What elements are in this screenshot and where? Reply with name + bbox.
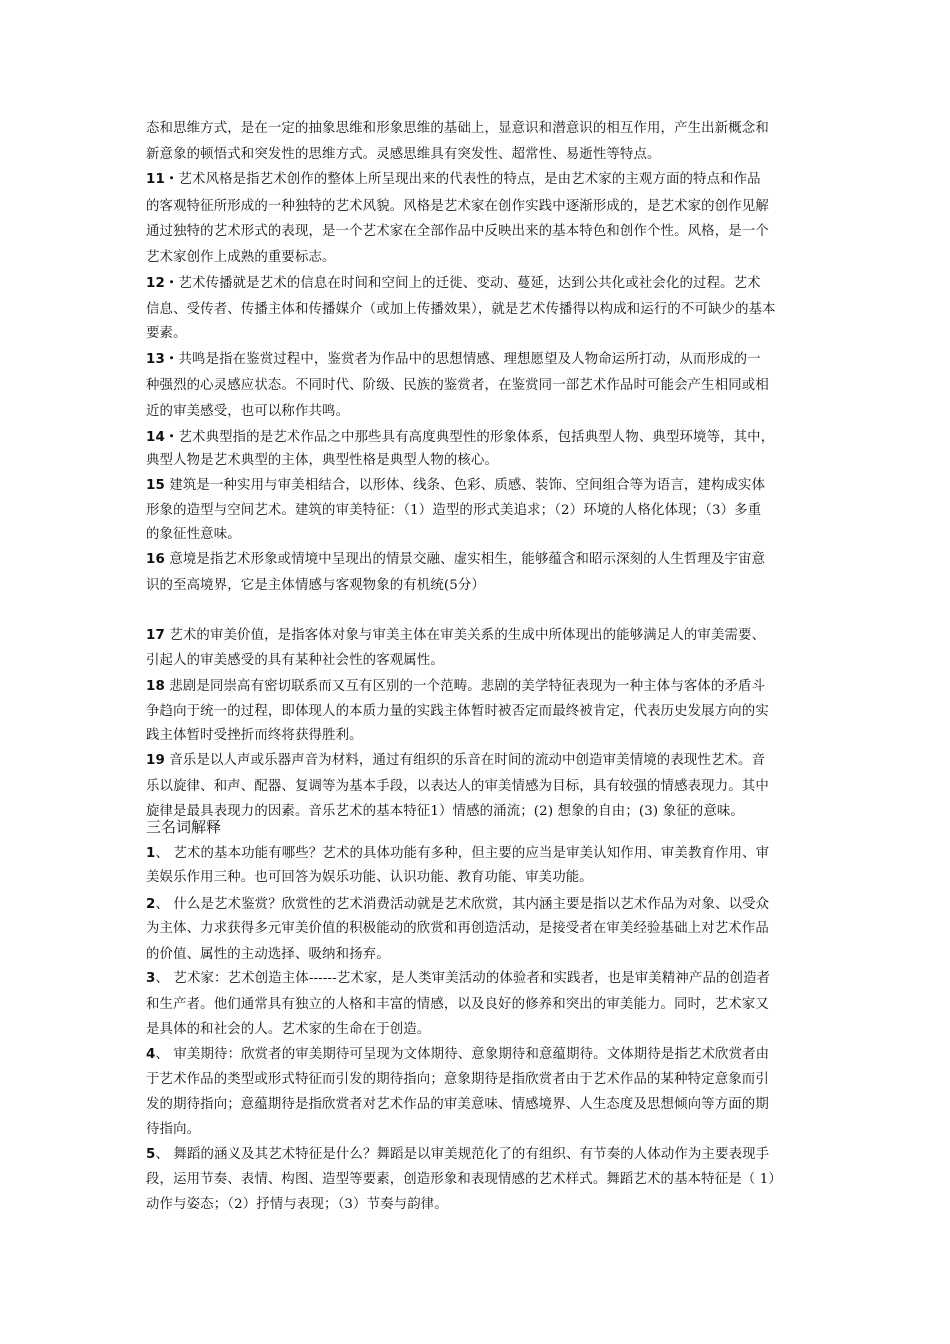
line-text: 待指向。 [146,1122,201,1137]
item-number: 14・ [146,430,179,445]
text-line [146,170,761,190]
line-text: 、 艺术的基本功能有哪些？艺术的具体功能有多种，但主要的应当是审美认知作用、审美教育作用、审 [155,846,770,861]
text-line [146,248,336,268]
line-text: 艺术家创作上成熟的重要标志。 [146,250,336,265]
item-number: 3 [146,971,156,986]
line-text: 美娱乐作用三种。也可回答为娱乐功能、认识功能、教育功能、审美功能。 [146,870,593,885]
line-text: 是具体的和社会的人。艺术家的生命在于创造。 [146,1022,431,1037]
text-line [146,550,765,570]
line-text: 艺术传播就是艺术的信息在时间和空间上的迁徙、变动、蔓延，达到公共化或社会化的过程。艺术 [178,276,761,291]
line-text: 信息、受传者、传播主体和传播媒介（或加上传播效果），就是艺术传播得以构成和运行的不可缺少的基本 [146,302,776,317]
text-line [146,995,769,1015]
text-line [146,576,485,596]
item-number: 13・ [146,352,179,367]
text-line [146,222,769,242]
line-text: 段，运用节奏、表情、构图、造型等要素，创造形象和表现情感的艺术样式。舞蹈艺术的基本特征是（ 1） [146,1172,782,1187]
text-line [146,1095,769,1115]
item-number: 11・ [146,172,179,187]
text-line [146,476,765,496]
line-text: 建筑是一种实用与审美相结合，以形体、线条、色彩、质感、装饰、空间组合等为语言，建构成实体 [164,478,766,493]
item-number: 12・ [146,276,179,291]
item-number: 19 [146,753,165,768]
line-text: 的价值、属性的主动选择、吸纳和扬弃。 [146,947,390,962]
line-text: 要素。 [146,326,187,341]
text-line [146,726,363,746]
text-line [146,844,769,864]
text-line [146,919,769,939]
item-number: 2 [146,897,156,912]
item-number: 4 [146,1047,156,1062]
line-text: 典型人物是艺术典型的主体，典型性格是典型人物的核心。 [146,453,499,468]
text-line [146,1070,769,1090]
text-line [146,1120,200,1140]
text-line [146,969,770,989]
text-line [146,501,761,521]
line-text: 音乐是以人声或乐器声音为材料，通过有组织的乐音在时间的流动中创造审美情境的表现性艺术。音 [164,753,766,768]
line-text: 艺术风格是指艺术创作的整体上所呈现出来的代表性的特点，是由艺术家的主观方面的特点和作品 [178,172,761,187]
line-text: 、 艺术家：艺术创造主体------艺术家，是人类审美活动的体验者和实践者，也是审美精神产品的创造者 [155,971,771,986]
text-line [146,525,241,545]
item-number: 17 [146,628,165,643]
line-text: 乐以旋律、和声、配器、复调等为基本手段，以表达人的审美情感为目标，具有较强的情感表现力。其中 [146,779,769,794]
item-number: 15 [146,478,165,493]
text-line [146,274,761,294]
text-line [146,868,593,888]
text-line [146,428,774,448]
line-text: 争趋向于统一的过程，即体现人的本质力量的实践主体暂时被否定而最终被肯定，代表历史发展方向的实 [146,704,769,719]
line-text: 于艺术作品的类型或形式特征而引发的期待指向；意象期待是指欣赏者由于艺术作品的某种特定意象而引 [146,1072,769,1087]
text-line [146,677,765,697]
text-line [146,324,187,344]
text-line [146,119,769,139]
text-line [146,350,761,370]
text-line [146,145,661,165]
text-line [146,751,765,771]
line-text: 的客观特征所形成的一种独特的艺术风貌。风格是艺术家在创作实践中逐渐形成的，是艺术家的创作见解 [146,199,769,214]
line-text: 为主体、力求获得多元审美价值的积极能动的欣赏和再创造活动，是接受者在审美经验基础上对艺术作品 [146,921,769,936]
line-text: 引起人的审美感受的具有某种社会性的客观属性。 [146,653,444,668]
text-line [146,1170,782,1190]
text-line [146,300,776,320]
line-text: 、 什么是艺术鉴赏？欣赏性的艺术消费活动就是艺术欣赏，其内涵主要是指以艺术作品为对象、以受众 [155,897,770,912]
line-text: 动作与姿态；（2）抒情与表现；（3）节奏与韵律。 [146,1197,448,1212]
text-line [146,1195,448,1215]
section-title: 三名词解释 [146,818,222,836]
line-text: 践主体暂时受挫折而终将获得胜利。 [146,728,363,743]
line-text: 种强烈的心灵感应状态。不同时代、阶级、民族的鉴赏者，在鉴赏同一部艺术作品时可能会产生相同或相 [146,378,769,393]
line-text: 、 审美期待：欣赏者的审美期待可呈现为文体期待、意象期待和意蕴期待。文体期待是指艺术欣赏者由 [155,1047,770,1062]
line-text: 发的期待指向；意蕴期待是指欣赏者对艺术作品的审美意味、情感境界、人生态度及思想倾向等方面的期 [146,1097,769,1112]
text-line [146,1145,769,1165]
line-text: 艺术典型指的是艺术作品之中那些具有高度典型性的形象体系，包括典型人物、典型环境等，其中， [178,430,775,445]
text-line [146,702,769,722]
text-line [146,626,765,646]
line-text: 识的至高境界，它是主体情感与客观物象的有机统(5分） [146,578,486,593]
text-line [146,197,769,217]
line-text: 近的审美感受，也可以称作共鸣。 [146,404,350,419]
item-number: 1 [146,846,156,861]
item-number: 16 [146,552,165,567]
line-text: 新意象的顿悟式和突发性的思维方式。灵感思维具有突发性、超常性、易逝性等特点。 [146,147,661,162]
text-line [146,451,498,471]
line-text: 、 舞蹈的涵义及其艺术特征是什么？舞蹈是以审美规范化了的有组织、有节奏的人体动作为主要表现手 [155,1147,770,1162]
line-text: 态和思维方式，是在一定的抽象思维和形象思维的基础上，显意识和潜意识的相互作用，产生出新概念和 [146,121,769,136]
line-text: 意境是指艺术形象或情境中呈现出的情景交融、虚实相生，能够蕴含和昭示深刻的人生哲理及宇宙意 [164,552,766,567]
line-text: 艺术的审美价值，是指客体对象与审美主体在审美关系的生成中所体现出的能够满足人的审美需要、 [164,628,766,643]
text-line [146,1045,769,1065]
item-number: 5 [146,1147,156,1162]
text-line [146,945,390,965]
text-line [146,402,349,422]
line-text: 的象征性意味。 [146,527,241,542]
text-line [146,376,769,396]
text-line [146,651,444,671]
text-line [146,895,769,915]
line-text: 和生产者。他们通常具有独立的人格和丰富的情感，以及良好的修养和突出的审美能力。同时，艺术家又 [146,997,769,1012]
line-text: 旋律是最具表现力的因素。音乐艺术的基本特征1）情感的涌流；(2) 想象的自由；(3) 象征的意味。 [146,804,744,819]
text-line [146,777,769,797]
item-number: 18 [146,679,165,694]
line-text: 悲剧是同崇高有密切联系而又互有区别的一个范畴。悲剧的美学特征表现为一种主体与客体的矛盾斗 [164,679,766,694]
line-text: 形象的造型与空间艺术。建筑的审美特征：（1）造型的形式美追求；（2）环境的人格化体现；（3）多重 [146,503,762,518]
line-text: 共鸣是指在鉴赏过程中，鉴赏者为作品中的思想情感、理想愿望及人物命运所打动，从而形成的一 [178,352,761,367]
text-line [146,802,744,822]
line-text: 通过独特的艺术形式的表现，是一个艺术家在全部作品中反映出来的基本特色和创作个性。风格，是一个 [146,224,769,239]
text-line [146,1020,430,1040]
